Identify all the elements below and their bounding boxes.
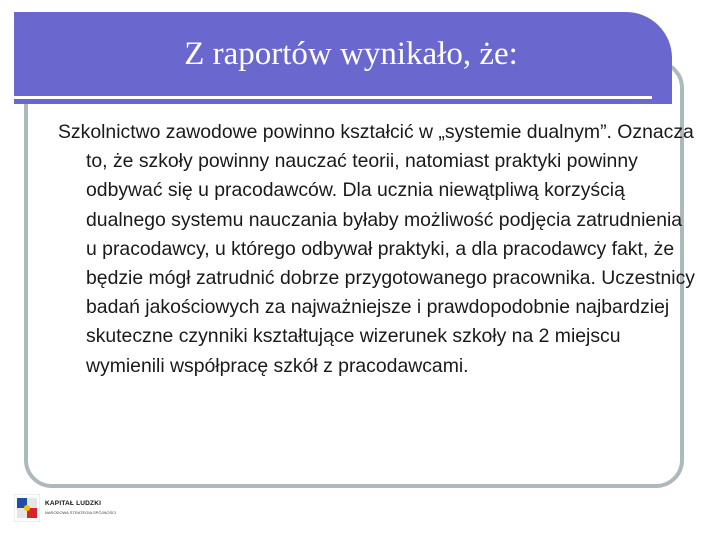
title-banner — [14, 12, 672, 104]
kapital-ludzki-flag-icon — [14, 494, 40, 522]
logo-subtitle: NARODOWA STRATEGIA SPÓJNOŚCI — [45, 510, 117, 515]
slide-title: Z raportów wynikało, że: — [184, 36, 518, 72]
slide-body-text: Szkolnictwo zawodowe powinno kształcić w „systemie dualnym”. Oznacza to, że szkoły powinny nauczać teorii, natomiast praktyki powinny odbywać się u pracodawców. Dla ucznia niewątpliwą korzyścią dualnego systemu nauczania byłaby możliwość podjęcia zatrudnienia u pracodawcy, u którego odbywał praktyki, a dla pracodawcy fakt, że będzie mógł zatrudnić dobrze przygotowanego pracownika. Uczestnicy badań jakościowych za najważniejsze i prawdopodobnie najbardziej skuteczne czynniki kształtujące wizerunek szkoły na 2 miejscu wymienili współpracę szkół z pracodawcami. — [58, 121, 695, 377]
title-underline — [14, 96, 652, 99]
kapital-ludzki-logo — [14, 494, 124, 522]
logo-title: KAPITAŁ LUDZKI — [45, 500, 102, 507]
